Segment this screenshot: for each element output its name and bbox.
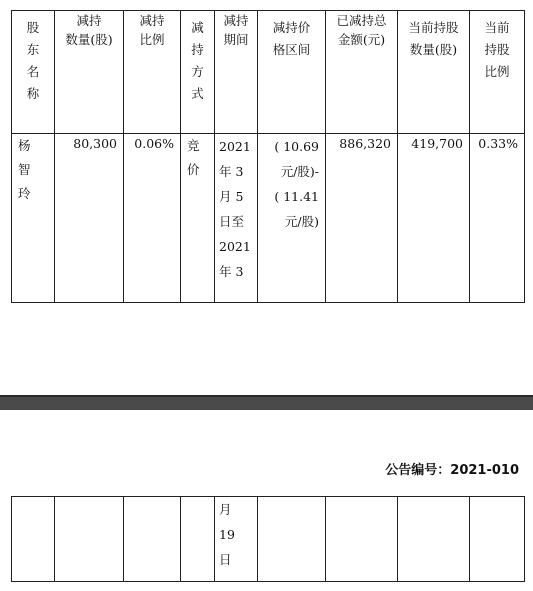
cell-price-range: ( 10.69 元/股)- ( 11.41 元/股) [258, 134, 326, 303]
header-reduce-ratio: 减持 比例 [124, 11, 181, 134]
cell-current-qty: 419,700 [398, 134, 470, 303]
cell-current-ratio: 0.33% [470, 134, 525, 303]
header-period: 减持 期间 [215, 11, 258, 134]
header-reduce-qty: 减持 数量(股) [55, 11, 124, 134]
cell-empty [124, 497, 181, 582]
cell-empty [326, 497, 398, 582]
continued-table [11, 496, 525, 582]
cell-empty [258, 497, 326, 582]
header-method: 减 持 方 式 [181, 11, 215, 134]
cell-empty [55, 497, 124, 582]
cell-empty [470, 497, 525, 582]
cell-method: 竞 价 [181, 134, 215, 303]
cell-amount: 886,320 [326, 134, 398, 303]
header-current-ratio: 当前 持股 比例 [470, 11, 525, 134]
header-amount: 已减持总 金额(元) [326, 11, 398, 134]
cell-period: 2021 年 3 月 5 日至 2021 年 3 [215, 134, 258, 303]
reduction-table [11, 10, 525, 303]
notice-number: 公告编号：2021-010 [385, 463, 519, 478]
table-header-row [12, 11, 525, 134]
cell-empty [181, 497, 215, 582]
cell-reduce-ratio: 0.06% [124, 134, 181, 303]
cell-reduce-qty: 80,300 [55, 134, 124, 303]
cell-empty [12, 497, 55, 582]
table-row [12, 134, 525, 303]
header-shareholder: 股 东 名 称 [12, 11, 55, 134]
table-row [12, 497, 525, 582]
header-price-range: 减持价 格区间 [258, 11, 326, 134]
cell-period-continued: 月 19 日 [215, 497, 258, 582]
cell-empty [398, 497, 470, 582]
header-current-qty: 当前持股 数量(股) [398, 11, 470, 134]
cell-shareholder: 杨 智 玲 [12, 134, 55, 303]
